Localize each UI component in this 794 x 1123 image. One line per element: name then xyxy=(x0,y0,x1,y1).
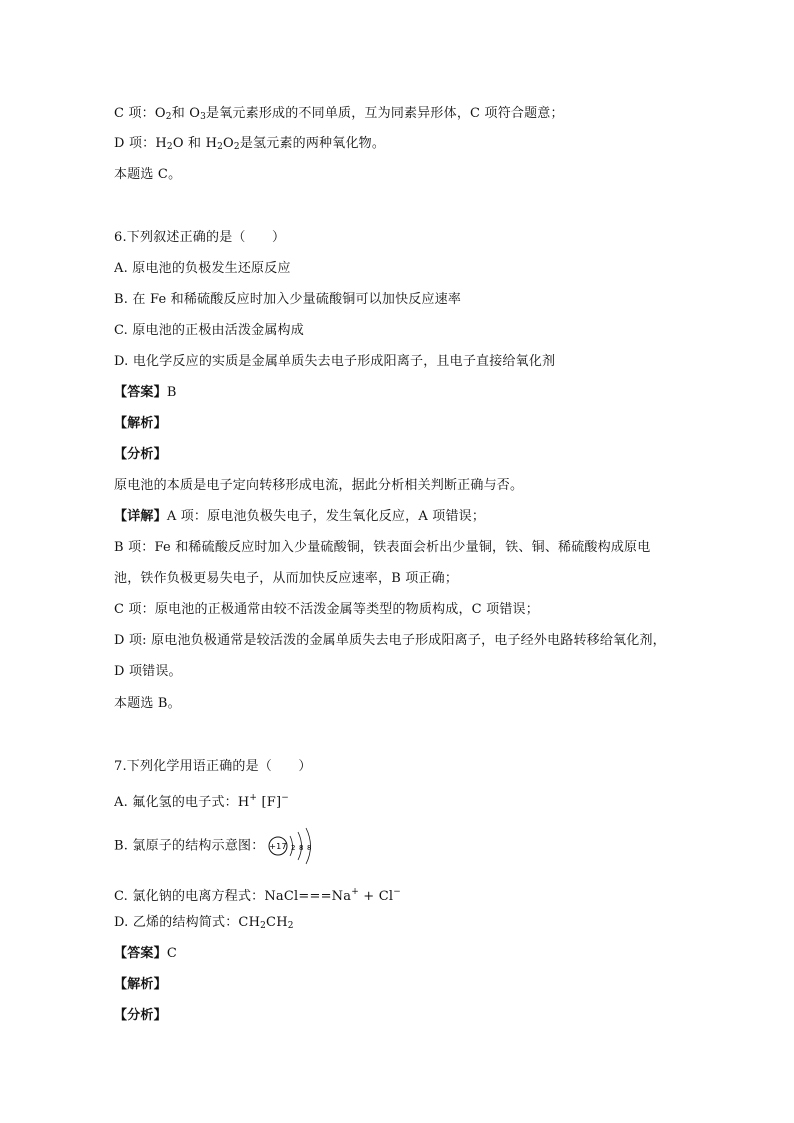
text-span: 和 O xyxy=(171,106,201,121)
answer-tag: 【答案】 xyxy=(114,385,167,400)
text-span: C. 氯化钠的电离方程式：NaCl===Na xyxy=(114,889,352,904)
subscript: 2 xyxy=(287,921,294,931)
text-span: D 项：H xyxy=(114,136,167,151)
question-6-answer xyxy=(114,383,684,403)
subscript: 2 xyxy=(166,142,173,152)
subscript: 2 xyxy=(165,112,172,122)
shell-2-electrons: 8 xyxy=(299,844,305,852)
text-span: D. 乙烯的结构简式：CH xyxy=(114,915,261,930)
answer-tag: 【答案】 xyxy=(114,946,167,961)
text-span: B. 氯原子的结构示意图： xyxy=(114,838,265,854)
shell-1-electrons: 2 xyxy=(291,844,297,852)
question-7-option-c xyxy=(114,882,684,907)
question-6-detail-a xyxy=(114,507,684,527)
text-span: + Cl xyxy=(358,889,394,904)
question-6-jiexi-tag: 【解析】 xyxy=(114,416,167,431)
subscript: 3 xyxy=(200,112,207,122)
question-7-option-a xyxy=(114,788,684,813)
option-d-explanation xyxy=(114,134,684,157)
question-7-answer xyxy=(114,944,684,964)
question-6-detail-b-line2: 池，铁作负极更易失电子，从而加快反应速率，B 项正确； xyxy=(114,571,459,586)
question-7-jiexi-tag: 【解析】 xyxy=(114,977,167,992)
question-6-option-b: B. 在 Fe 和稀硫酸反应时加入少量硫酸铜可以加快反应速率 xyxy=(114,292,462,307)
text-span: 是氢元素的两种氧化物。 xyxy=(239,136,386,151)
question-6-title: 6.下列叙述正确的是（ ） xyxy=(114,230,286,245)
text-span: C 项：O xyxy=(114,106,166,121)
superscript: − xyxy=(393,887,401,897)
text-span: O 和 H xyxy=(172,136,218,151)
question-6-detail-b-line1: B 项：Fe 和稀硫酸反应时加入少量硫酸铜，铁表面会析出少量铜，铁、铜、稀硫酸构成原电 xyxy=(114,540,651,555)
question-6-option-a: A. 原电池的负极发生还原反应 xyxy=(114,261,291,276)
superscript: − xyxy=(281,793,289,803)
superscript: + xyxy=(351,887,359,897)
question-6-conclusion: 本题选 B。 xyxy=(114,696,181,711)
text-span: A 项：原电池负极失电子，发生氧化反应，A 项错误； xyxy=(166,509,486,524)
shell-3-electrons: 8 xyxy=(307,844,313,852)
subscript: 2 xyxy=(260,921,267,931)
text-span: 是氧元素形成的不同单质，互为同素异形体，C 项符合题意； xyxy=(206,106,564,121)
subscript: 2 xyxy=(233,142,240,152)
superscript: + xyxy=(249,793,258,803)
detail-tag: 【详解】 xyxy=(114,509,167,524)
answer-value: C xyxy=(166,946,177,961)
subscript: 2 xyxy=(217,142,224,152)
question-7-fenxi-tag: 【分析】 xyxy=(114,1008,167,1023)
chlorine-atom-structure-diagram xyxy=(268,826,322,866)
answer-value: B xyxy=(166,385,177,400)
question-6-option-d: D. 电化学反应的实质是金属单质失去电子形成阳离子，且电子直接给氧化剂 xyxy=(114,354,556,369)
atom-diagram-svg xyxy=(268,826,322,866)
nucleus-charge: +17 xyxy=(269,842,288,851)
text-span: CH xyxy=(266,915,288,930)
question-6-detail-d-line1: D 项: 原电池负极通常是较活泼的金属单质失去电子形成阳离子，电子经外电路转移给氧化剂， xyxy=(114,633,666,648)
question-6-fenxi-tag: 【分析】 xyxy=(114,447,167,462)
question-6-detail-d-line2: D 项错误。 xyxy=(114,664,182,679)
answer-c-conclusion: 本题选 C。 xyxy=(114,167,182,182)
text-span: A. 氟化氢的电子式：H xyxy=(114,795,250,810)
electron-formula: [F] xyxy=(257,795,282,810)
question-6-detail-c: C 项：原电池的正极通常由较不活泼金属等类型的物质构成，C 项错误； xyxy=(114,602,539,617)
question-7-title: 7.下列化学用语正确的是（ ） xyxy=(114,759,312,774)
option-c-explanation xyxy=(114,104,684,127)
text-span: O xyxy=(223,136,234,151)
question-7-option-d xyxy=(114,913,684,936)
question-6-analysis: 原电池的本质是电子定向转移形成电流，据此分析相关判断正确与否。 xyxy=(114,478,524,493)
question-7-option-b xyxy=(114,826,684,866)
question-6-option-c: C. 原电池的正极由活泼金属构成 xyxy=(114,323,304,338)
